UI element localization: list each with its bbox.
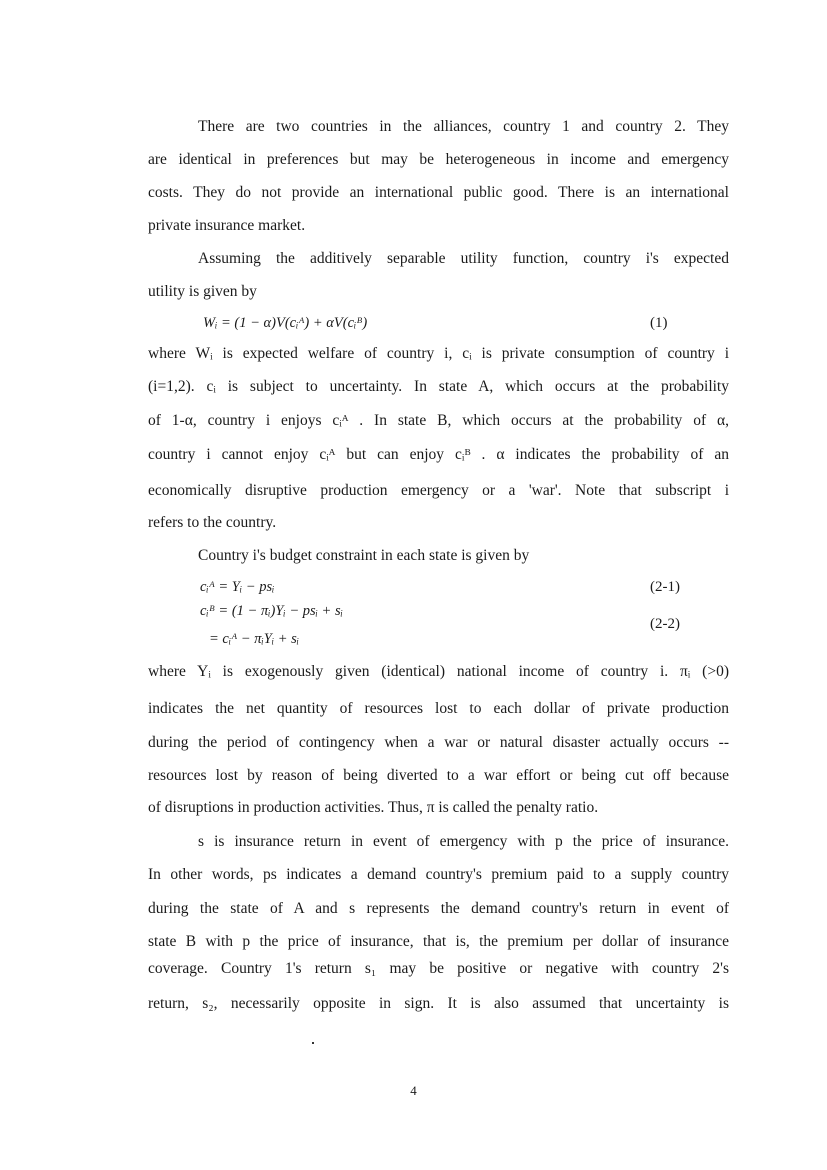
- text-line: refers to the country.: [148, 514, 277, 531]
- text-line: of disruptions in production activities. Thus, π is called the penalty ratio.: [148, 799, 599, 816]
- stray-mark: [312, 1042, 314, 1044]
- equation-2-2a: cᵢᴮ = (1 − πᵢ)Yᵢ − psᵢ + sᵢ: [200, 603, 343, 619]
- text-line: utility is given by: [148, 283, 257, 300]
- text-line: (i=1,2). cᵢ is subject to uncertainty. In state A, which occurs at the probability: [148, 378, 729, 395]
- equation-1: Wᵢ = (1 − α)V(cᵢᴬ) + αV(cᵢᴮ): [203, 315, 368, 331]
- text-line: where Yᵢ is exogenously given (identical) national income of country i. πᵢ (>0): [148, 663, 729, 680]
- text-line: of 1-α, country i enjoys cᵢᴬ . In state B, which occurs at the probability of α,: [148, 412, 729, 429]
- text-line: during the state of A and s represents the demand country's return in event of: [148, 900, 729, 917]
- equation-2-1: cᵢᴬ = Yᵢ − psᵢ: [200, 579, 275, 595]
- text-line: s is insurance return in event of emergency with p the price of insurance.: [198, 833, 729, 850]
- equation-2-1-label: (2-1): [650, 579, 680, 595]
- text-line: country i cannot enjoy cᵢᴬ but can enjoy cᵢᴮ . α indicates the probability of an: [148, 446, 729, 463]
- text-line: private insurance market.: [148, 217, 306, 234]
- text-line: There are two countries in the alliances, country 1 and country 2. They: [198, 118, 729, 135]
- text-line: Country i's budget constraint in each state is given by: [198, 547, 530, 564]
- text-line: are identical in preferences but may be heterogeneous in income and emergency: [148, 151, 729, 168]
- text-line: indicates the net quantity of resources lost to each dollar of private production: [148, 700, 729, 717]
- equation-2-2b: = cᵢᴬ − πᵢYᵢ + sᵢ: [209, 631, 300, 647]
- equation-1-label: (1): [650, 315, 668, 331]
- text-line: return, s₂, necessarily opposite in sign. It is also assumed that uncertainty is: [148, 995, 729, 1012]
- equation-2-2-label: (2-2): [650, 616, 680, 632]
- page-number: 4: [410, 1083, 417, 1098]
- text-line: Assuming the additively separable utility function, country i's expected: [198, 250, 729, 267]
- text-line: during the period of contingency when a war or natural disaster actually occurs --: [148, 734, 729, 751]
- text-line: where Wᵢ is expected welfare of country i, cᵢ is private consumption of country i: [148, 345, 729, 362]
- text-line: resources lost by reason of being diverted to a war effort or being cut off because: [148, 767, 729, 784]
- text-line: costs. They do not provide an international public good. There is an international: [148, 184, 729, 201]
- text-line: coverage. Country 1's return s₁ may be positive or negative with country 2's: [148, 960, 729, 977]
- text-line: state B with p the price of insurance, that is, the premium per dollar of insurance: [148, 933, 729, 950]
- text-line: economically disruptive production emergency or a 'war'. Note that subscript i: [148, 482, 729, 499]
- text-line: In other words, ps indicates a demand country's premium paid to a supply country: [148, 866, 729, 883]
